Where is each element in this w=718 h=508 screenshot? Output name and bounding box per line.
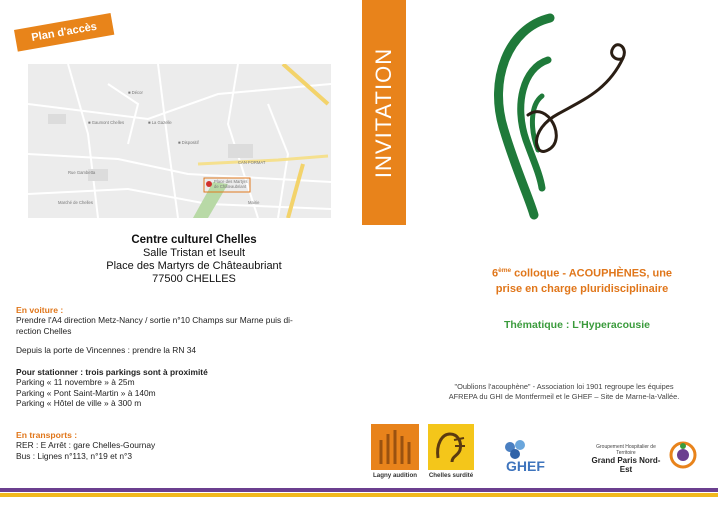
bottom-bar-purple (0, 488, 718, 492)
map-pin-label-1: Place des Martyrs (214, 179, 248, 184)
transport-section (16, 430, 346, 461)
svg-text:■ Décor: ■ Décor (128, 90, 143, 95)
ghef-text: GHEF (506, 458, 545, 474)
title-number: 6 (491, 267, 499, 280)
venue-room: Salle Tristan et Iseult (142, 247, 246, 259)
access-map (28, 64, 331, 218)
transport-rer: RER : E Arrêt : gare Chelles-Gournay (16, 440, 156, 451)
svg-text:■ La Gazelle: ■ La Gazelle (148, 120, 172, 125)
gpne-emblem-icon (668, 440, 698, 470)
parking-section (16, 367, 346, 409)
venue-block (74, 234, 314, 286)
svg-text:CAN FORMAT: CAN FORMAT (238, 160, 266, 165)
parking-heading: Pour stationner : trois parkings sont à proximité (16, 367, 208, 377)
lagny-caption: Lagny audition (373, 472, 417, 479)
gpne-line-1: Groupement Hospitalier de Territoire (596, 444, 656, 456)
title-sup: ème (498, 267, 512, 274)
plan-acces-tag: Plan d'accès (14, 13, 114, 52)
venue-city: 77500 CHELLES (152, 273, 236, 285)
car-line-3: Depuis la porte de Vincennes : prendre la RN 34 (16, 345, 197, 356)
chelles-caption: Chelles surdité (428, 472, 474, 479)
transport-heading: En transports : (16, 430, 78, 440)
svg-text:Rue Gambetta: Rue Gambetta (68, 170, 96, 175)
ghef-logo (500, 437, 564, 477)
car-heading: En voiture : (16, 305, 64, 315)
event-theme: Thématique : L'Hyperacousie (503, 319, 651, 331)
lagny-audition-logo (371, 424, 419, 470)
car-line-1: Prendre l'A4 direction Metz-Nancy / sortie n°10 Champs sur Marne puis di- (16, 315, 293, 326)
map-pin-label-2: de Châteaubriant (214, 184, 247, 189)
invitation-label: INVITATION (371, 47, 396, 178)
car-section (16, 305, 346, 356)
svg-text:■ Dispositif: ■ Dispositif (178, 140, 199, 145)
svg-text:Mairie: Mairie (248, 200, 260, 205)
note-line-2: AFREPA du GHI de Montfermeil et le GHEF – Site de Marne-la-Vallée. (448, 391, 680, 401)
title-line-2: prise en charge pluridisciplinaire (495, 282, 669, 295)
parking-item: Parking « Hôtel de ville » à 300 m (16, 398, 142, 409)
note-line-1: "Oublions l'acouphène" - Association loi 1901 regroupe les équipes (454, 382, 674, 391)
venue-address: Place des Martyrs de Châteaubriant (106, 260, 282, 272)
chelles-surdite-logo (428, 424, 474, 470)
gpne-logo (586, 444, 666, 474)
bottom-bar-yellow (0, 493, 718, 497)
car-line-2: rection Chelles (16, 325, 72, 336)
transport-bus: Bus : Lignes n°113, n°19 et n°3 (16, 450, 133, 461)
parking-item: Parking « Pont Saint-Martin » à 140m (16, 387, 156, 398)
gpne-line-2: Grand Paris Nord-Est (591, 456, 661, 474)
ear-logo-icon (468, 10, 648, 220)
svg-text:Marché de Chelles: Marché de Chelles (58, 200, 93, 205)
association-note (418, 382, 710, 401)
parking-item: Parking « 11 novembre » à 25m (16, 377, 135, 388)
title-rest: colloque - ACOUPHÈNES, une (511, 267, 673, 280)
event-title (452, 263, 712, 297)
venue-name: Centre culturel Chelles (131, 234, 257, 246)
svg-text:■ Gaumont Chelles: ■ Gaumont Chelles (88, 120, 125, 125)
